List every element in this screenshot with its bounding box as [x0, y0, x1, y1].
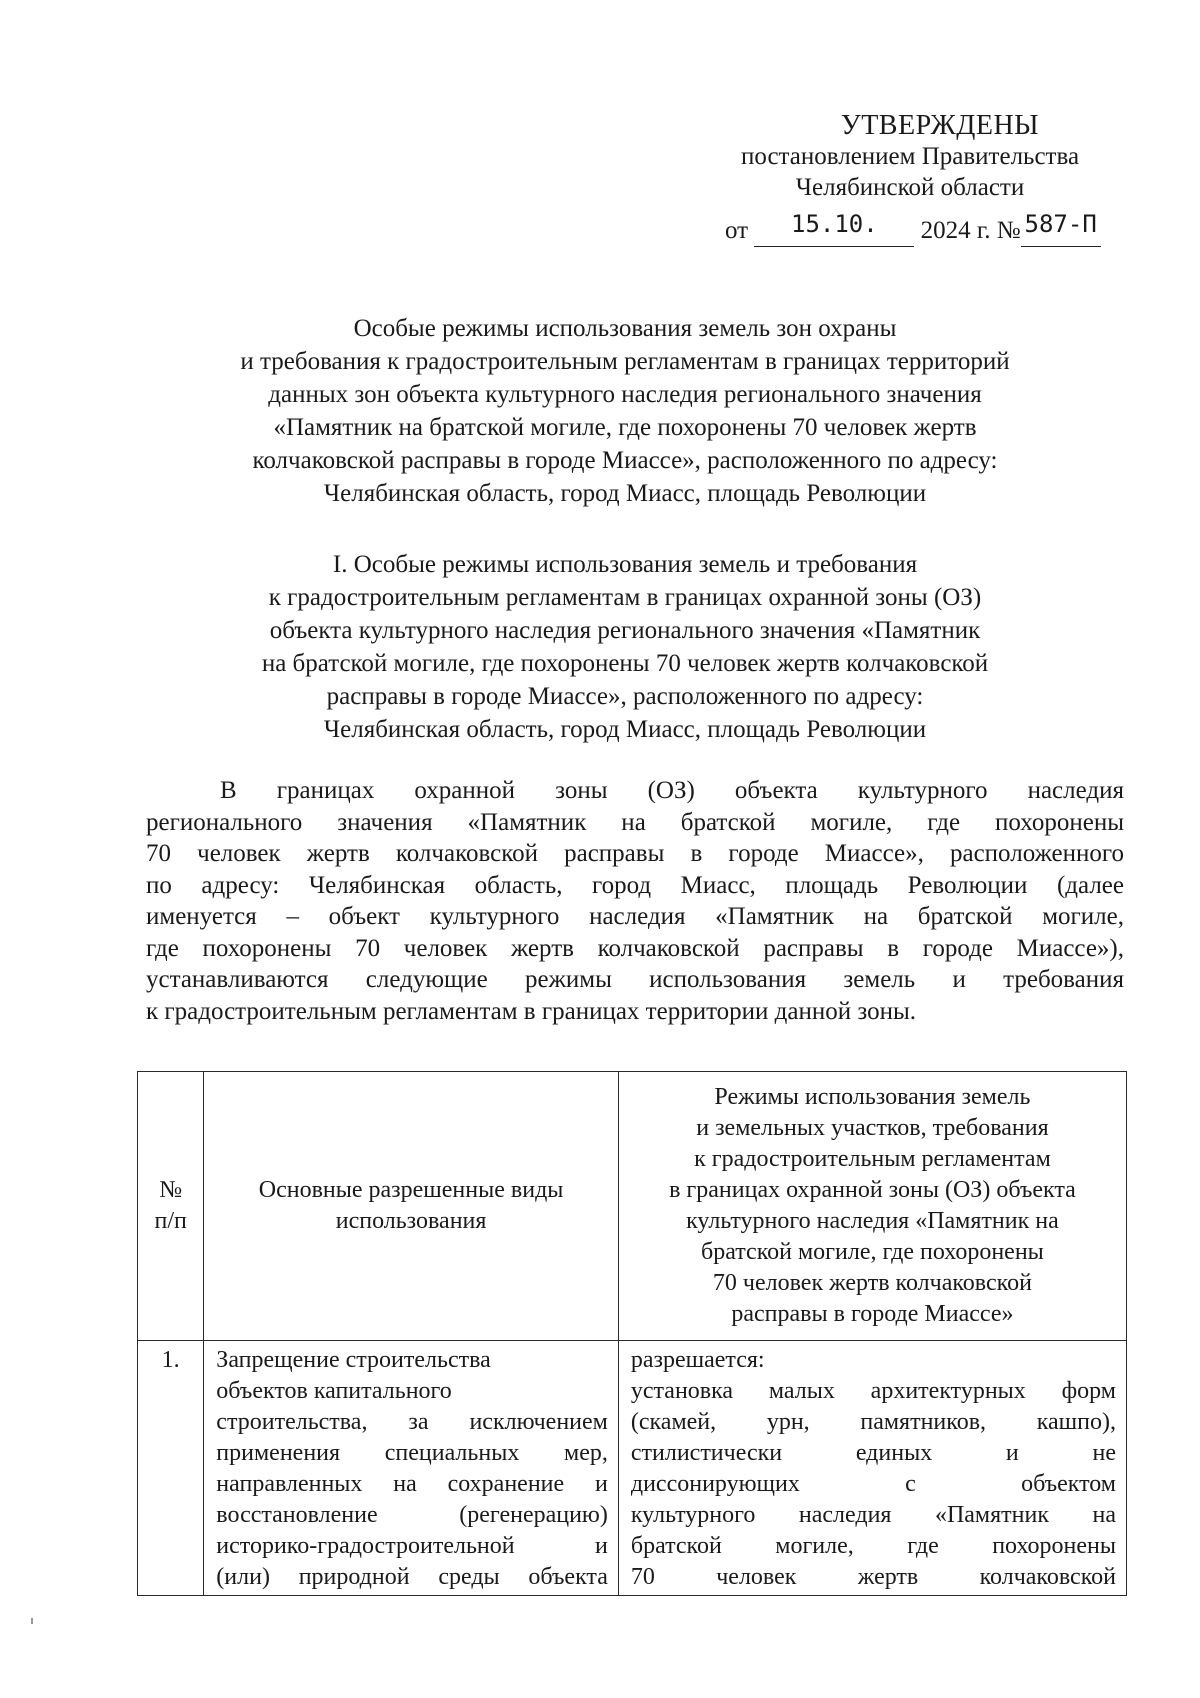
approval-date-line — [725, 210, 1101, 247]
approval-block — [690, 110, 1130, 203]
year-label: 2024 г. № — [920, 217, 1021, 244]
row-regimes-line: диссонирующих с объектом — [630, 1471, 1116, 1497]
date-value: 15.10. — [791, 210, 878, 238]
title-line: Челябинская область, город Миасс, площадь Революции — [323, 480, 927, 507]
paragraph-line: В границах охранной зоны (ОЗ) объекта культурного наследия — [220, 777, 1124, 804]
approval-title: УТВЕРЖДЕНЫ — [840, 110, 1040, 141]
row-uses-line: (или) природной среды объекта — [216, 1564, 608, 1590]
title-line: «Памятник на братской могиле, где похоронены 70 человек жертв — [273, 414, 977, 441]
header-number-sign: № — [159, 1177, 183, 1203]
row-uses-line: восстановление (регенерацию) — [216, 1502, 608, 1528]
section-title — [130, 548, 1120, 746]
header-regimes-line: к градостроительным регламентам — [694, 1146, 1051, 1172]
approval-line-1: постановлением Правительства — [740, 143, 1080, 170]
document-title — [130, 312, 1120, 510]
title-line: Особые режимы использования земель зон охраны — [353, 315, 897, 342]
row-uses-line: объектов капитального — [216, 1378, 452, 1404]
header-uses-line: Основные разрешенные виды — [258, 1177, 564, 1203]
section-title-line: объекта культурного наследия регионального значения «Памятник — [269, 617, 981, 644]
row-regimes-line: стилистически единых и не — [630, 1440, 1116, 1466]
row-regimes-line: культурного наследия «Памятник на — [630, 1502, 1116, 1528]
title-line: колчаковской расправы в городе Миассе», расположенного по адресу: — [252, 447, 998, 474]
table-row — [138, 1341, 1127, 1596]
paragraph-line: именуется – объект культурного наследия «Памятник на братской могиле, — [146, 903, 1124, 930]
title-line: и требования к градостроительным регламентам в границах территорий — [240, 348, 1010, 375]
row-regimes-line: разрешается: — [630, 1347, 765, 1373]
paragraph-line: 70 человек жертв колчаковской расправы в городе Миассе», расположенного — [146, 840, 1124, 867]
paragraph-line: где похоронены 70 человек жертв колчаковской расправы в городе Миассе»), — [146, 934, 1124, 962]
table-header-row — [138, 1072, 1127, 1341]
paragraph-line: регионального значения «Памятник на братской могиле, где похоронены — [146, 808, 1124, 836]
approval-line-2: Челябинской области — [795, 174, 1025, 201]
section-title-line: к градостроительным регламентам в границах охранной зоны (ОЗ) — [268, 584, 982, 611]
number-field — [1021, 210, 1101, 247]
from-label: от — [725, 217, 749, 244]
row-regimes-line: 70 человек жертв колчаковской — [630, 1564, 1116, 1590]
row-uses-cell — [204, 1341, 619, 1596]
header-regimes-line: 70 человек жертв колчаковской — [712, 1270, 1032, 1296]
regulations-table — [137, 1071, 1127, 1596]
row-uses-line: применения специальных мер, — [216, 1440, 608, 1466]
header-uses-line: использования — [335, 1208, 487, 1234]
header-regimes-line: Режимы использования земель — [714, 1084, 1031, 1110]
header-regimes-line: культурного наследия «Памятник на — [686, 1208, 1059, 1234]
paragraph-line: по адресу: Челябинская область, город Миасс, площадь Революции (далее — [146, 871, 1124, 899]
header-regimes-line: в границах охранной зоны (ОЗ) объекта — [669, 1177, 1076, 1203]
section-title-line: Челябинская область, город Миасс, площадь Революции — [323, 716, 927, 743]
row-regimes-cell — [618, 1341, 1126, 1596]
number-value: 587-П — [1024, 210, 1097, 238]
row-number: 1. — [161, 1347, 180, 1373]
title-line: данных зон объекта культурного наследия регионального значения — [268, 381, 982, 408]
body-paragraph — [146, 775, 1124, 1027]
row-uses-line: строительства, за исключением — [216, 1409, 608, 1435]
row-regimes-line: братской могиле, где похоронены — [630, 1533, 1116, 1559]
row-regimes-line: установка малых архитектурных форм — [630, 1378, 1116, 1404]
date-field — [754, 210, 914, 247]
section-title-line: на братской могиле, где похоронены 70 человек жертв колчаковской — [261, 650, 989, 677]
row-uses-line: Запрещение строительства — [216, 1347, 491, 1373]
header-number-cell — [138, 1072, 204, 1341]
header-regimes-cell — [618, 1072, 1126, 1341]
row-number-cell — [138, 1341, 204, 1596]
header-regimes-line: братской могиле, где похоронены — [701, 1239, 1044, 1265]
section-title-line: I. Особые режимы использования земель и требования — [332, 551, 918, 578]
header-regimes-line: и земельных участков, требования — [696, 1115, 1049, 1141]
row-regimes-line: (скамей, урн, памятников, кашпо), — [630, 1409, 1116, 1435]
scan-artifact — [31, 1618, 33, 1624]
row-uses-line: историко-градостроительной и — [216, 1533, 608, 1559]
header-regimes-line: расправы в городе Миассе» — [731, 1301, 1014, 1327]
paragraph-line: устанавливаются следующие режимы использования земель и требования — [146, 966, 1124, 993]
header-uses-cell — [204, 1072, 619, 1341]
paragraph-line: к градостроительным регламентам в границах территории данной зоны. — [146, 997, 917, 1025]
section-title-line: расправы в городе Миассе», расположенного по адресу: — [326, 683, 924, 710]
row-uses-line: направленных на сохранение и — [216, 1471, 608, 1497]
header-number-abbr: п/п — [154, 1208, 187, 1234]
